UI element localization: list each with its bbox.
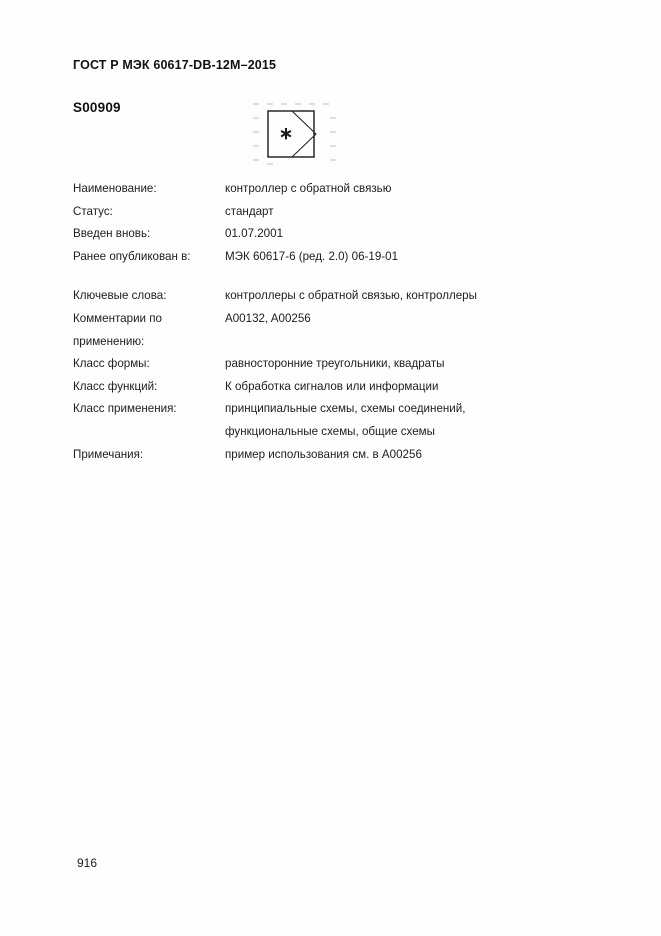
page-number: 916 (77, 856, 98, 870)
table-row (73, 285, 593, 308)
property-label: Ранее опубликован в: (73, 249, 191, 263)
property-label: Класс применения: (73, 402, 177, 416)
property-value: стандарт (225, 204, 274, 218)
property-value-continuation: функциональные схемы, общие схемы (225, 424, 435, 438)
property-label: Наименование: (73, 182, 157, 195)
table-row (73, 421, 593, 444)
property-value: контроллеры с обратной связью, контроллеры (225, 289, 477, 303)
property-value: 01.07.2001 (225, 227, 284, 241)
table-row (73, 178, 593, 201)
property-value: контроллер с обратной связью (225, 182, 392, 195)
property-label: Примечания: (73, 447, 144, 461)
property-value: пример использования см. в A00256 (225, 447, 422, 461)
property-label-continuation: применению: (73, 334, 145, 348)
property-value: К обработка сигналов или информации (225, 379, 439, 393)
table-row (73, 444, 593, 467)
property-label: Введен вновь: (73, 227, 151, 241)
property-value: принципиальные схемы, схемы соединений, (225, 402, 466, 416)
property-value: МЭК 60617-6 (ред. 2.0) 06-19-01 (225, 249, 399, 263)
property-label: Класс формы: (73, 357, 150, 371)
asterisk-marker: ∗ (278, 124, 294, 143)
table-row (73, 398, 593, 421)
property-label: Статус: (73, 204, 113, 218)
property-label: Ключевые слова: (73, 289, 167, 303)
table-row (73, 331, 593, 354)
table-row (73, 201, 593, 224)
symbol-figure (250, 100, 338, 170)
table-row (73, 376, 593, 399)
property-label: Класс функций: (73, 379, 158, 393)
page-title-symbol-id: S00909 (73, 100, 121, 115)
table-row (73, 223, 593, 246)
document-header-standard-number: ГОСТ Р МЭК 60617-DB-12M–2015 (73, 58, 277, 72)
property-label: Комментарии по (73, 311, 162, 325)
table-row (73, 353, 593, 376)
symbol-properties-table (73, 178, 593, 466)
symbol-triangle-pointer (292, 111, 316, 157)
property-value: A00132, A00256 (225, 311, 311, 325)
property-value: равносторонние треугольники, квадраты (225, 357, 445, 371)
table-row (73, 308, 593, 331)
table-row (73, 246, 593, 269)
symbol-graphic-controller-with-feedback (250, 100, 338, 170)
